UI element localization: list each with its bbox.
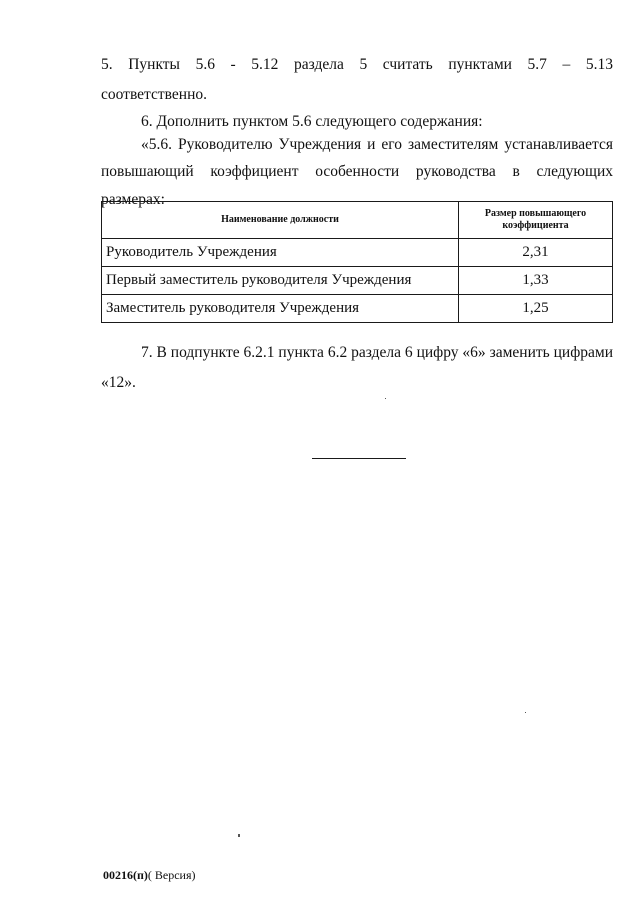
header-coefficient: Размер повышающего коэффициента [459,202,613,239]
paragraph-5-line-2: соответственно. [101,86,207,103]
quote-line-2: повышающий коэффициент особенности руководства в следующих размерах: [101,163,613,208]
closing-rule [312,458,406,459]
footer-version: ( Версия) [147,868,196,882]
paragraph-5-line-1: 5. Пункты 5.6 - 5.12 раздела 5 считать пунктами 5.7 – 5.13 [101,56,613,73]
footer-code: 00216(п) [103,868,148,882]
table-row [102,239,613,267]
row-position: Руководитель Учреждения [102,239,459,267]
row-coefficient: 1,25 [459,295,613,323]
quote-line-1-text: «5.6. Руководителю Учреждения и его заместителям устанавливается [141,136,613,153]
row-coefficient: 2,31 [459,239,613,267]
coefficient-table [101,201,613,323]
table-row [102,267,613,295]
quote-line-1 [101,131,613,159]
scan-speck [238,834,240,837]
document-footer [103,868,196,883]
row-coefficient: 1,33 [459,267,613,295]
row-position: Заместитель руководителя Учреждения [102,295,459,323]
scan-speck [385,398,386,399]
paragraph-7-line-2: «12». [101,374,136,391]
paragraph-7-line-1-text: 7. В подпункте 6.2.1 пункта 6.2 раздела 6 цифру «6» заменить цифрами [141,344,613,361]
table-row [102,295,613,323]
scan-speck [525,712,526,713]
paragraph-6: 6. Дополнить пунктом 5.6 следующего содержания: [141,113,483,130]
header-position: Наименование должности [102,202,459,239]
paragraph-7-line-1 [101,339,613,367]
row-position: Первый заместитель руководителя Учреждения [102,267,459,295]
table-header-row [102,202,613,239]
